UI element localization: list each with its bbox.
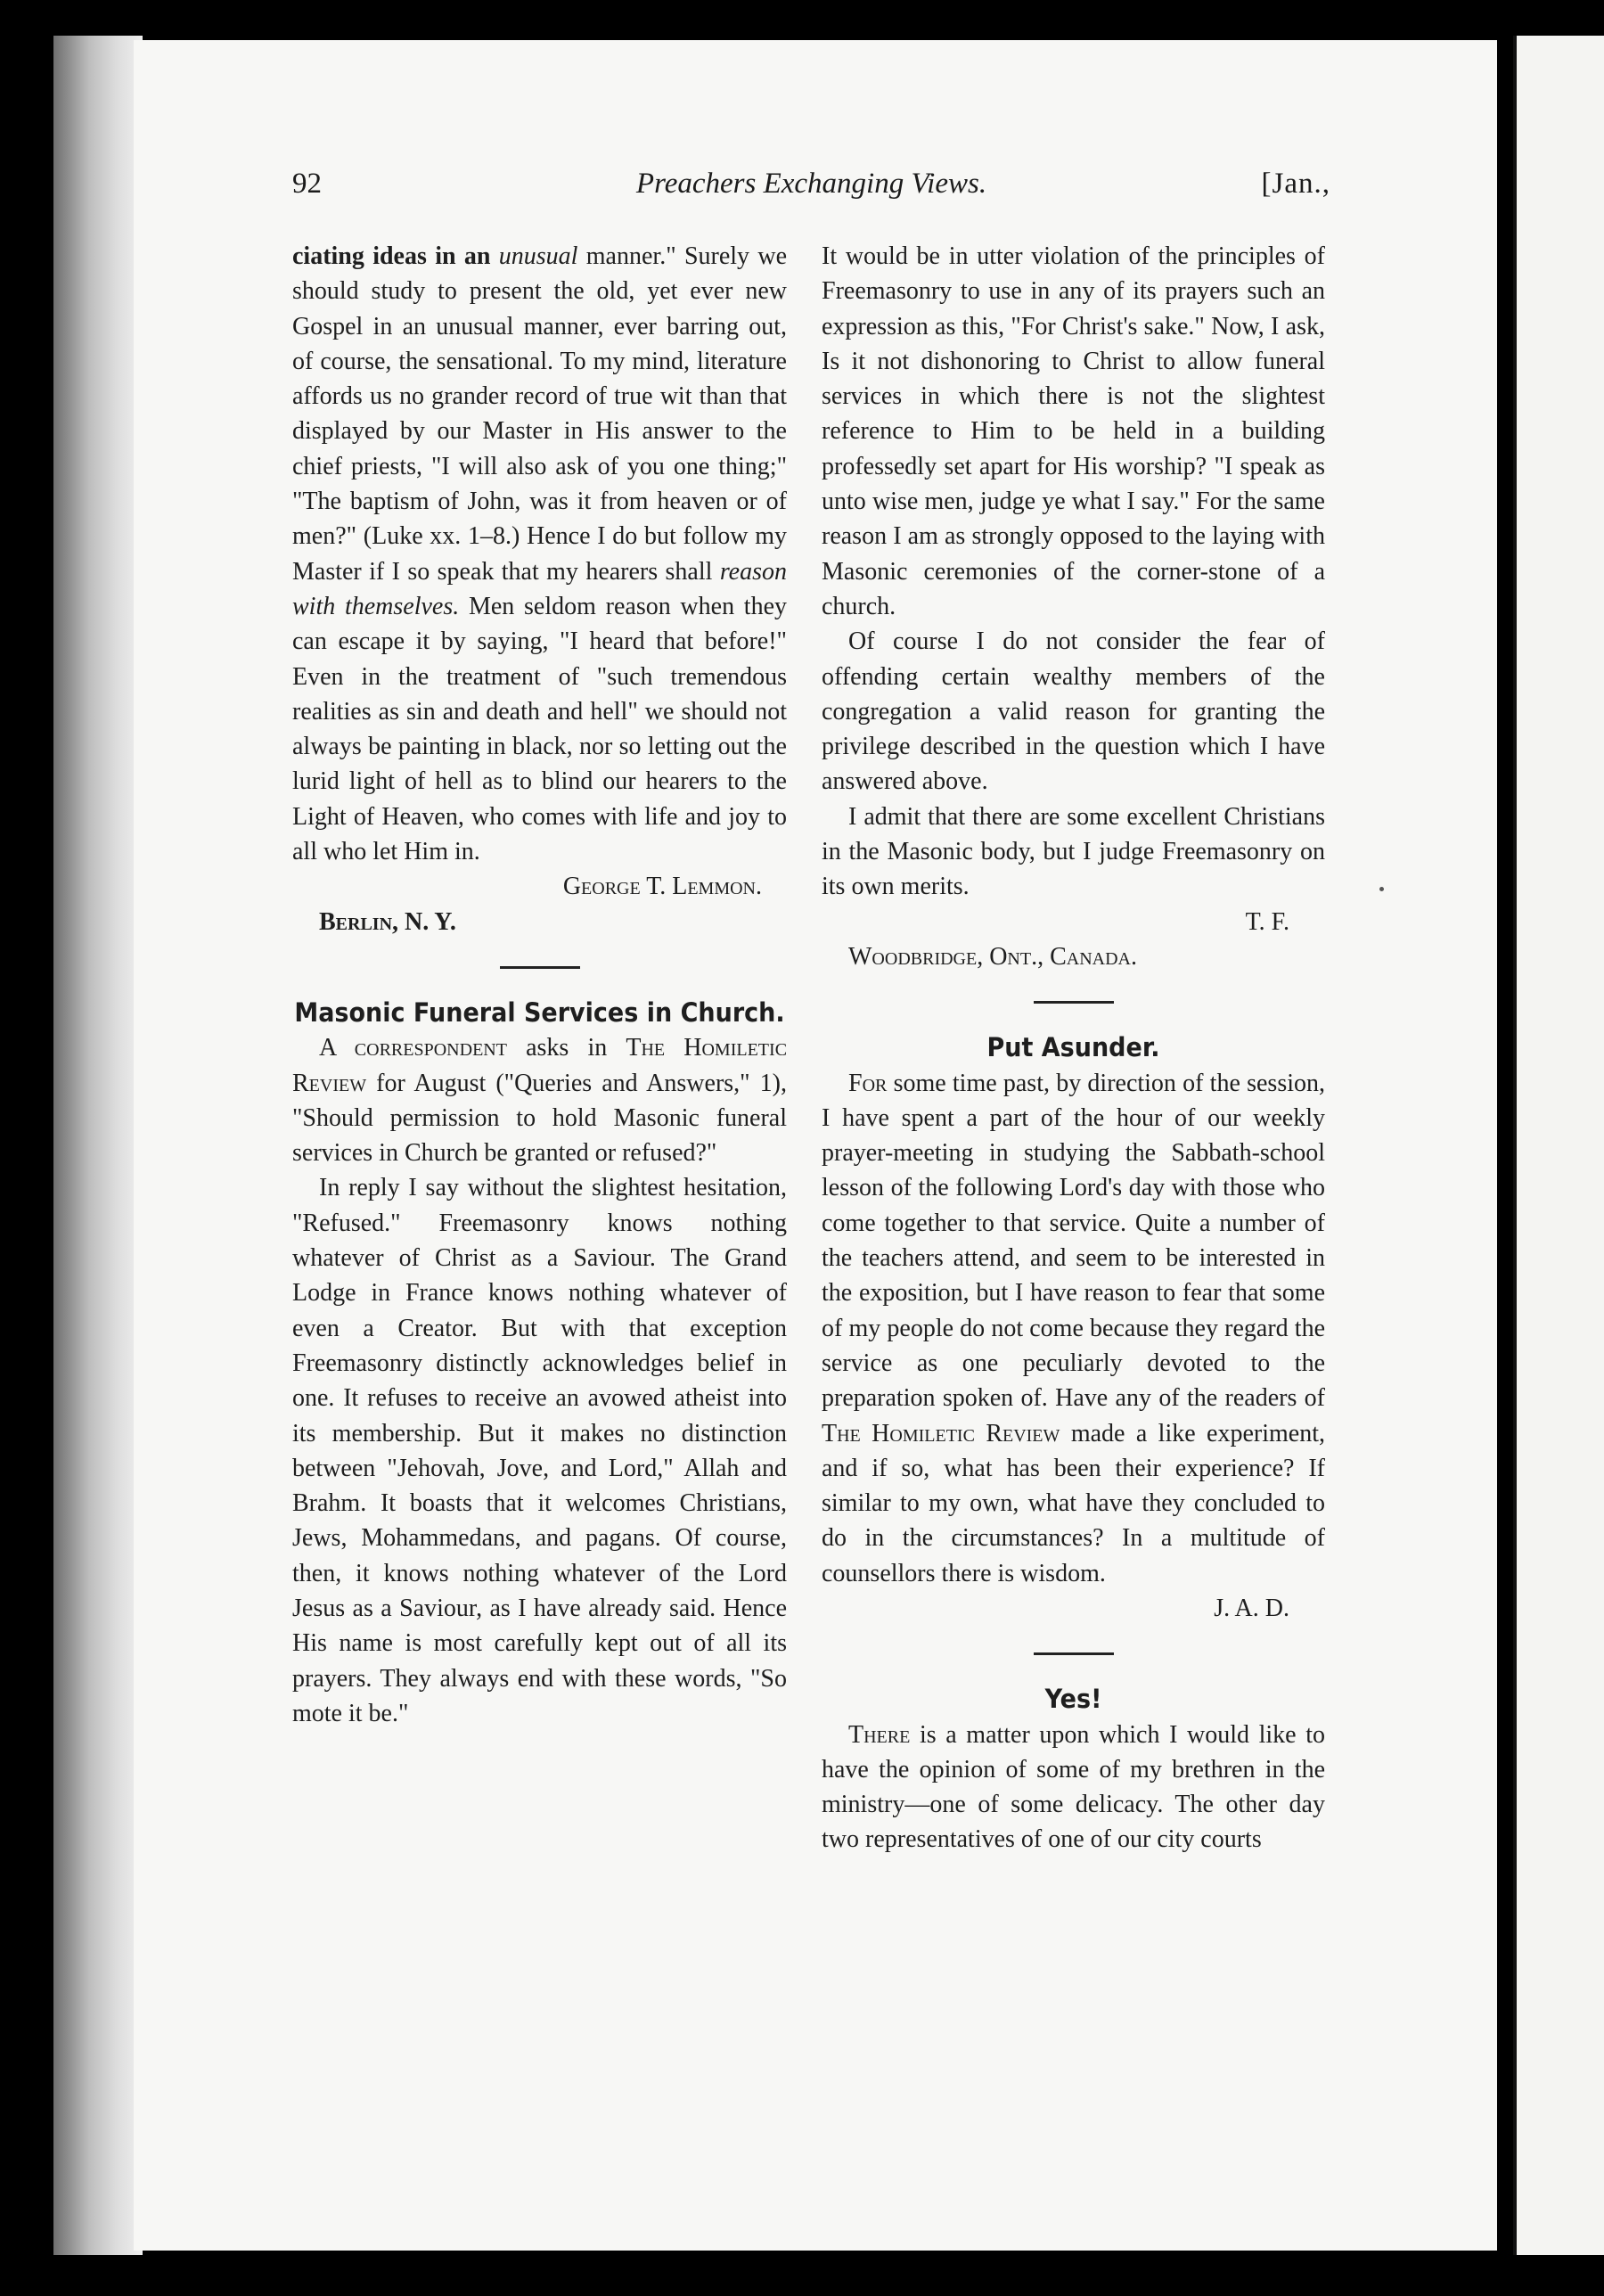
right-paragraph-4: For some time past, by direction of the session, I have spent a part of the hour of our weekly prayer-meeting in studying the Sabbath-school lesson of the following Lord's day with those who come together to that service. Quite a number of the teachers attend, and seem to be interested in the exposition, but I have reason to fear that some of my people do not come because they regard the service as one peculiarly devoted to the preparation spoken of. Have any of the readers of The Homiletic Review made a like experiment, and if so, what has been their experience? If similar to my own, what have they concluded to do in the circumstances? In a multitude of counsellors there is wisdom. (822, 1069, 1325, 1587)
author-initials: J. A. D. (1214, 1594, 1289, 1622)
scan-speck (1379, 887, 1384, 891)
right-paragraph-3: I admit that there are some excellent Christians in the Masonic body, but I judge Freemasonry on its own merits. (822, 802, 1325, 901)
section-divider (500, 966, 580, 969)
page-header (292, 168, 1330, 203)
running-title: Preachers Exchanging Views. (635, 168, 987, 200)
section-divider (1034, 1652, 1114, 1655)
place-line: Woodbridge, Ont., Canada. (848, 942, 1137, 971)
author-initials: T. F. (1245, 907, 1289, 936)
signature: George T. Lemmon. (562, 873, 762, 901)
right-paragraph-5: There is a matter upon which I would like to have the opinion of some of my brethren in the ministry—one of some delicacy. The other day two representatives of one of our city courts (822, 1720, 1326, 1854)
scan-binding-shadow (53, 36, 143, 2255)
right-column (822, 239, 1325, 1857)
left-paragraph-3: In reply I say without the slightest hesitation, "Refused." Freemasonry knows nothing whatever of Christ as a Saviour. The Grand Lodge in France knows nothing whatever of even a Creator. But with that exception Freemasonry distinctly acknowledges belief in one. It refuses to receive an avowed atheist into its membership. But it makes no distinction between "Jehovah, Jove, and Lord," Allah and Brahm. It boasts that it welcomes Christians, Jews, Mohammedans, and pagans. Of course, then, it knows nothing whatever of the Lord Jesus as a Saviour, as I have already said. Hence His name is most carefully kept out of all its prayers. They always end with these words, "So mote it be." (292, 1174, 787, 1727)
page-number: 92 (292, 168, 322, 200)
place-line: Berlin, N. Y. (319, 907, 456, 936)
right-paragraph-2: Of course I do not consider the fear of offending certain wealthy members of the congregation a valid reason for granting the privilege described in the question which I have answered above. (822, 627, 1325, 796)
left-paragraph-1: ciating ideas in an unusual manner." Surely we should study to present the old, yet ever new Gospel in an unusual manner, ever barring out, of course, the sensational. To my mind, literature affords us no grander record of true wit than that displayed by our Master in His answer to the chief priests, "I will also ask of you one thing;" "The baptism of John, was it from heaven or of men?" (Luke xx. 1–8.) Hence I do but follow my Master if I so speak that my hearers shall reason with themselves. Men seldom reason when they can escape it by saying, "I heard that before!" Even in the treatment of "such tremendous realities as sin and death and hell" we should not always be painting in black, nor so letting out the lurid light of hell as to blind our hearers to the Light of Heaven, who comes with life and joy to all who let Him in. (292, 242, 788, 866)
right-paragraph-1: It would be in utter violation of the principles of Freemasonry to use in any of its prayers such an expression as this, "For Christ's sake." Now, I ask, Is it not dishonoring to Christ to allow funeral services in which there is not the slightest reference to Him to be held in a building professedly set apart for His worship? "I speak as unto wise men, judge ye what I say." For the same reason I am as strongly opposed to the laying with Masonic ceremonies of the corner-stone of a church. (822, 242, 1325, 620)
next-page-edge (1513, 36, 1604, 2255)
section-mark: [Jan., (1261, 168, 1330, 200)
article-heading: Masonic Funeral Services in Church. (294, 997, 785, 1029)
left-column (292, 239, 787, 1731)
article-heading: Put Asunder. (986, 1032, 1160, 1063)
article-heading: Yes! (1044, 1684, 1102, 1715)
left-paragraph-2: A correspondent asks in The Homiletic Review for August ("Queries and Answers," 1), "Should permission to hold Masonic funeral services in Church be granted or refused?" (292, 1034, 788, 1168)
section-divider (1034, 1001, 1114, 1004)
